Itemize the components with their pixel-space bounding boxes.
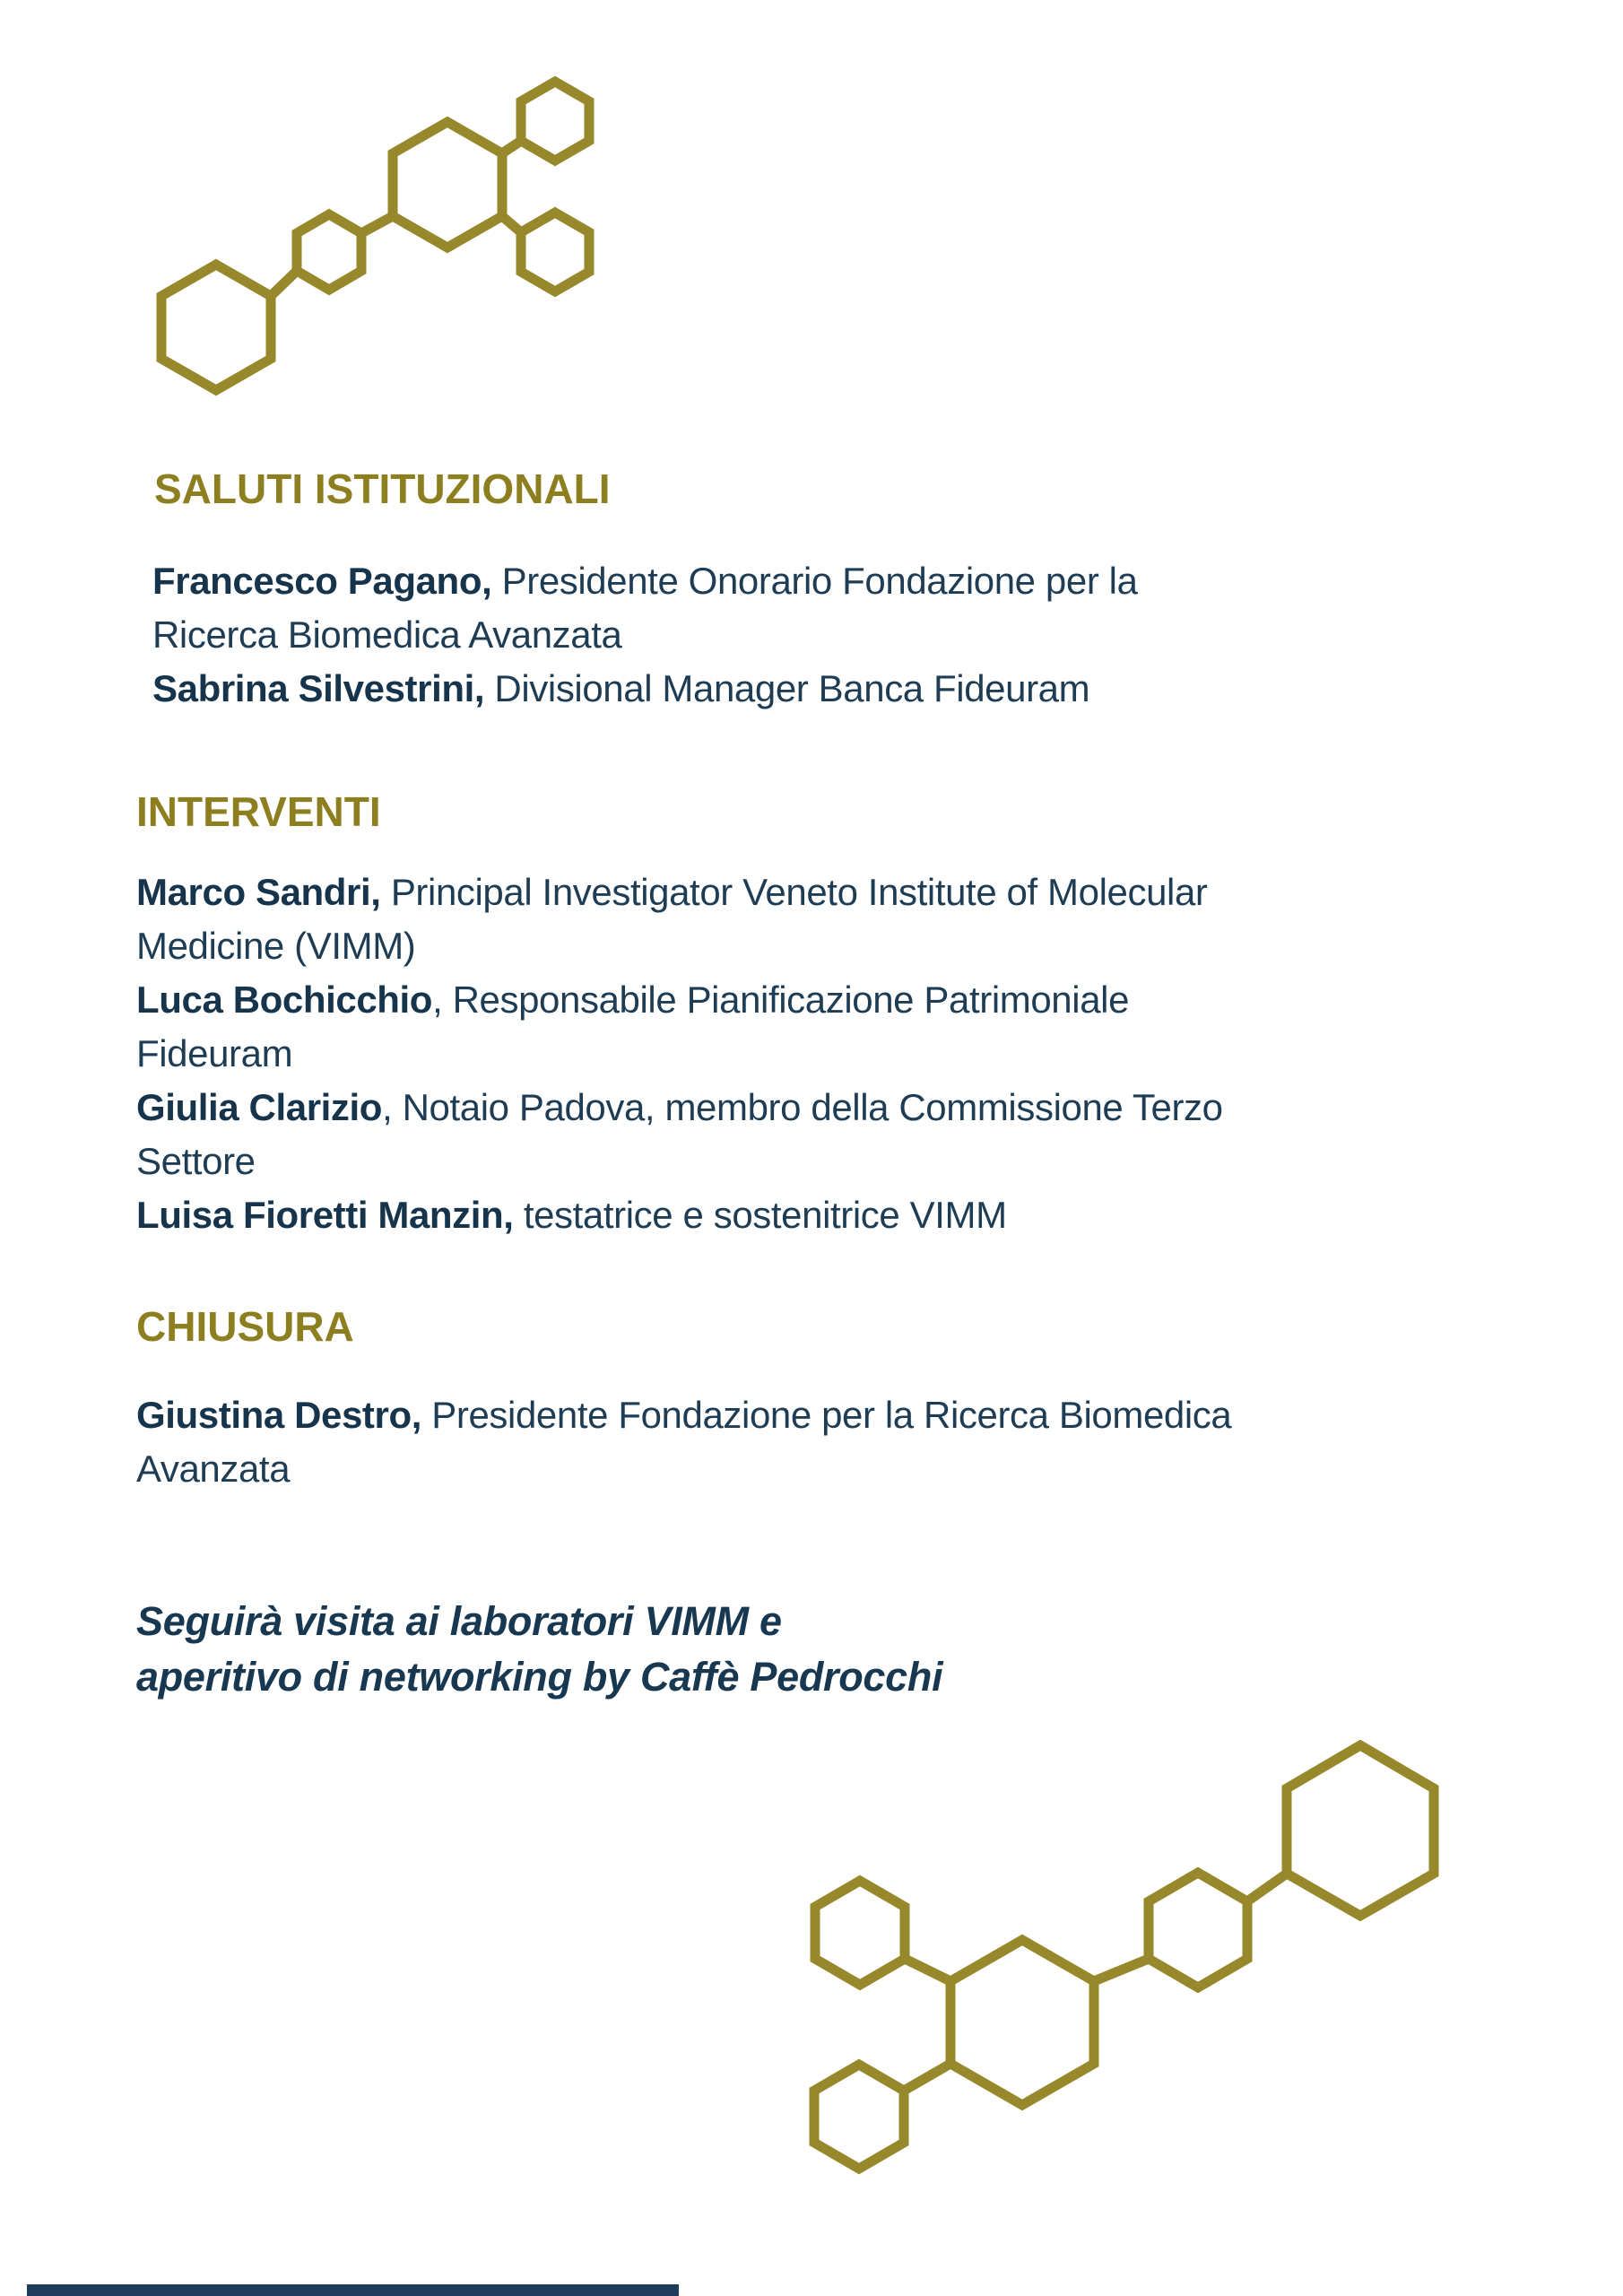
interventi-speaker-list [136,865,1223,1242]
speaker-role: Avanzata [136,1448,291,1490]
speaker-name: Marco Sandri, [136,871,381,913]
speaker-line [136,1135,1223,1188]
section-heading-saluti: SALUTI ISTITUZIONALI [154,465,611,512]
speaker-role: Presidente Fondazione per la Ricerca Biomedica [421,1394,1232,1436]
section-heading-chiusura: CHIUSURA [136,1303,354,1350]
closing-note-line: Seguirà visita ai laboratori VIMM e [136,1598,782,1644]
speaker-role: Medicine (VIMM) [136,925,416,967]
speaker-line [152,662,1138,716]
speaker-name: Giulia Clarizio [136,1086,383,1128]
hexagon-molecule-icon [117,54,619,404]
speaker-line [136,1442,1231,1496]
speaker-name: Francesco Pagano, [152,560,492,602]
speaker-line [136,1081,1223,1135]
speaker-role: Settore [136,1140,256,1182]
speaker-name: Giustina Destro, [136,1394,421,1436]
speaker-role: Presidente Onorario Fondazione per la [491,560,1138,602]
speaker-name: Luca Bochicchio [136,978,433,1021]
speaker-role: testatrice e sostenitrice VIMM [513,1194,1007,1236]
speaker-line [152,608,1138,662]
saluti-speaker-list [152,554,1138,716]
speaker-role: Divisional Manager Banca Fideuram [484,667,1090,709]
speaker-role: , Responsabile Pianificazione Patrimoniale [432,978,1130,1021]
speaker-role: , Notaio Padova, membro della Commissione Terzo [382,1086,1223,1128]
speaker-line [152,554,1138,608]
closing-note [136,1594,942,1705]
speaker-role: Principal Investigator Veneto Institute of Molecular [380,871,1208,913]
section-heading-interventi: INTERVENTI [136,788,381,835]
hexagon-molecule-icon [780,1740,1462,2224]
speaker-role: Ricerca Biomedica Avanzata [152,613,622,656]
speaker-line [136,1188,1223,1242]
speaker-line [136,919,1223,973]
footer-bar [27,2284,679,2296]
speaker-role: Fideuram [136,1032,293,1074]
speaker-line [136,973,1223,1027]
chiusura-speaker-list [136,1388,1231,1496]
speaker-name: Luisa Fioretti Manzin, [136,1194,514,1236]
speaker-name: Sabrina Silvestrini, [152,667,485,709]
speaker-line [136,1027,1223,1081]
speaker-line [136,865,1223,919]
closing-note-line: aperitivo di networking by Caffè Pedrocchi [136,1654,943,1700]
speaker-line [136,1388,1231,1442]
